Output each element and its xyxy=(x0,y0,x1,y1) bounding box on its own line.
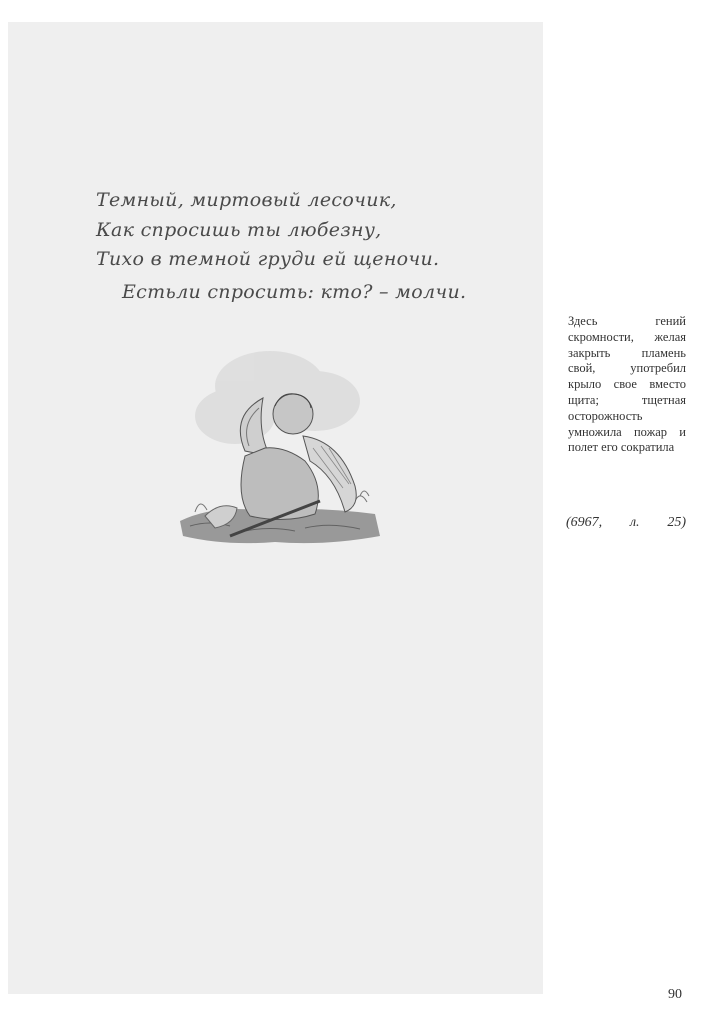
poem-line: Тихо в темной груди ей щеночи. xyxy=(96,248,440,270)
handwritten-poem xyxy=(96,186,516,307)
caption-text: Здесь гений скромности, желая закрыть пламень свой, употребил крыло свое вместо щита; тщетная осторожность умножила пожар и полет его сократила xyxy=(568,314,686,455)
cupid-vignette-illustration xyxy=(175,336,385,551)
citation-number: (6967, xyxy=(566,515,603,530)
page-number: 90 xyxy=(668,987,682,1002)
poem-line: Естьли спросить: кто? – молчи. xyxy=(122,280,467,303)
poem-line: Темный, миртовый лесочик, xyxy=(96,189,397,211)
citation-leaf: л. xyxy=(629,515,640,530)
citation-page: 25) xyxy=(667,515,686,530)
archive-citation xyxy=(566,515,686,531)
poem-line: Как спросишь ты любезну, xyxy=(96,218,382,241)
